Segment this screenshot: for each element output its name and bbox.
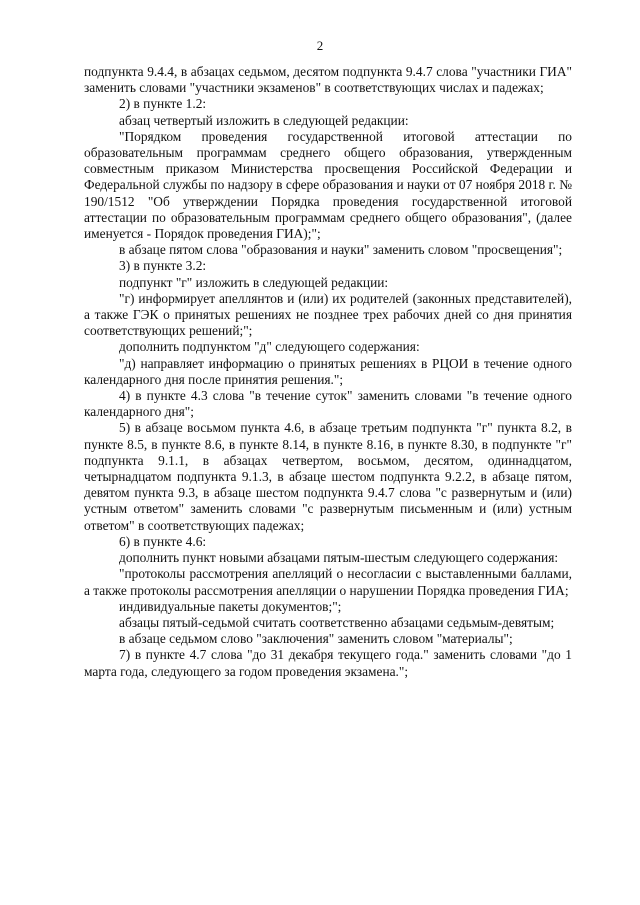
paragraph: 5) в абзаце восьмом пункта 4.6, в абзаце третьим подпункта "г" пункта 8.2, в пункте 8.5, в пункте 8.6, в пункте 8.14, в пункте 8.16, в пункте 8.30, в подпункте "г" подпункта 9.1.1, в абзацах четвертом, восьмом, десятом, одиннадцатом, четырнадцатом подпункта 9.1.3, в абзаце шестом подпункта 9.2.2, в абзаце пятом, девятом пункта 9.3, в абзаце шестом подпункта 9.4.7 слова "с развернутым и (или) устным ответом" заменить словами "с развернутым письменным и (или) устным ответом" в соответствующих падежах; <box>84 420 572 533</box>
paragraph: "протоколы рассмотрения апелляций о несогласии с выставленными баллами, а также протоколы рассмотрения апелляции о нарушении Порядка проведения ГИА; <box>84 566 572 598</box>
paragraph: 7) в пункте 4.7 слова "до 31 декабря текущего года." заменить словами "до 1 марта года, следующего за годом проведения экзамена."; <box>84 647 572 679</box>
paragraph: подпункта 9.4.4, в абзацах седьмом, десятом подпункта 9.4.7 слова "участники ГИА" заменить словами "участники экзаменов" в соответствующих числах и падежах; <box>84 64 572 96</box>
paragraph: "Порядком проведения государственной итоговой аттестации по образовательным программам среднего общего образования, утвержденным совместным приказом Министерства просвещения Российской Федерации и Федеральной службы по надзору в сфере образования и науки от 07 ноября 2018 г. № 190/1512 "Об утверждении Порядка проведения государственной итоговой аттестации по образовательным программам среднего общего образования", (далее именуется - Порядок проведения ГИА);"; <box>84 128 573 242</box>
paragraph: абзацы пятый-седьмой считать соответственно абзацами седьмым-девятым; <box>119 614 555 630</box>
page-number: 2 <box>316 38 324 53</box>
paragraph: 2) в пункте 1.2: <box>119 96 207 112</box>
paragraph: в абзаце седьмом слово "заключения" заменить словом "материалы"; <box>119 631 513 647</box>
paragraph: 3) в пункте 3.2: <box>119 258 207 274</box>
paragraph: 6) в пункте 4.6: <box>119 533 207 549</box>
document-body <box>84 64 572 680</box>
paragraph: подпункт "г" изложить в следующей редакции: <box>119 274 389 290</box>
paragraph: дополнить пункт новыми абзацами пятым-шестым следующего содержания: <box>119 550 559 566</box>
paragraph: "д) направляет информацию о принятых решениях в РЦОИ в течение одного календарного дня после принятия решения."; <box>84 355 572 387</box>
paragraph: "г) информирует апеллянтов и (или) их родителей (законных представителей), а также ГЭК о принятых решениях не позднее трех рабочих дней со дня принятия соответствующих решений;"; <box>84 290 572 339</box>
paragraph: абзац четвертый изложить в следующей редакции: <box>119 112 409 128</box>
paragraph: в абзаце пятом слова "образования и науки" заменить словом "просвещения"; <box>119 242 563 258</box>
paragraph: 4) в пункте 4.3 слова "в течение суток" заменить словами "в течение одного календарного дня"; <box>84 388 572 420</box>
paragraph: дополнить подпунктом "д" следующего содержания: <box>119 339 420 355</box>
paragraph: индивидуальные пакеты документов;"; <box>119 598 342 614</box>
